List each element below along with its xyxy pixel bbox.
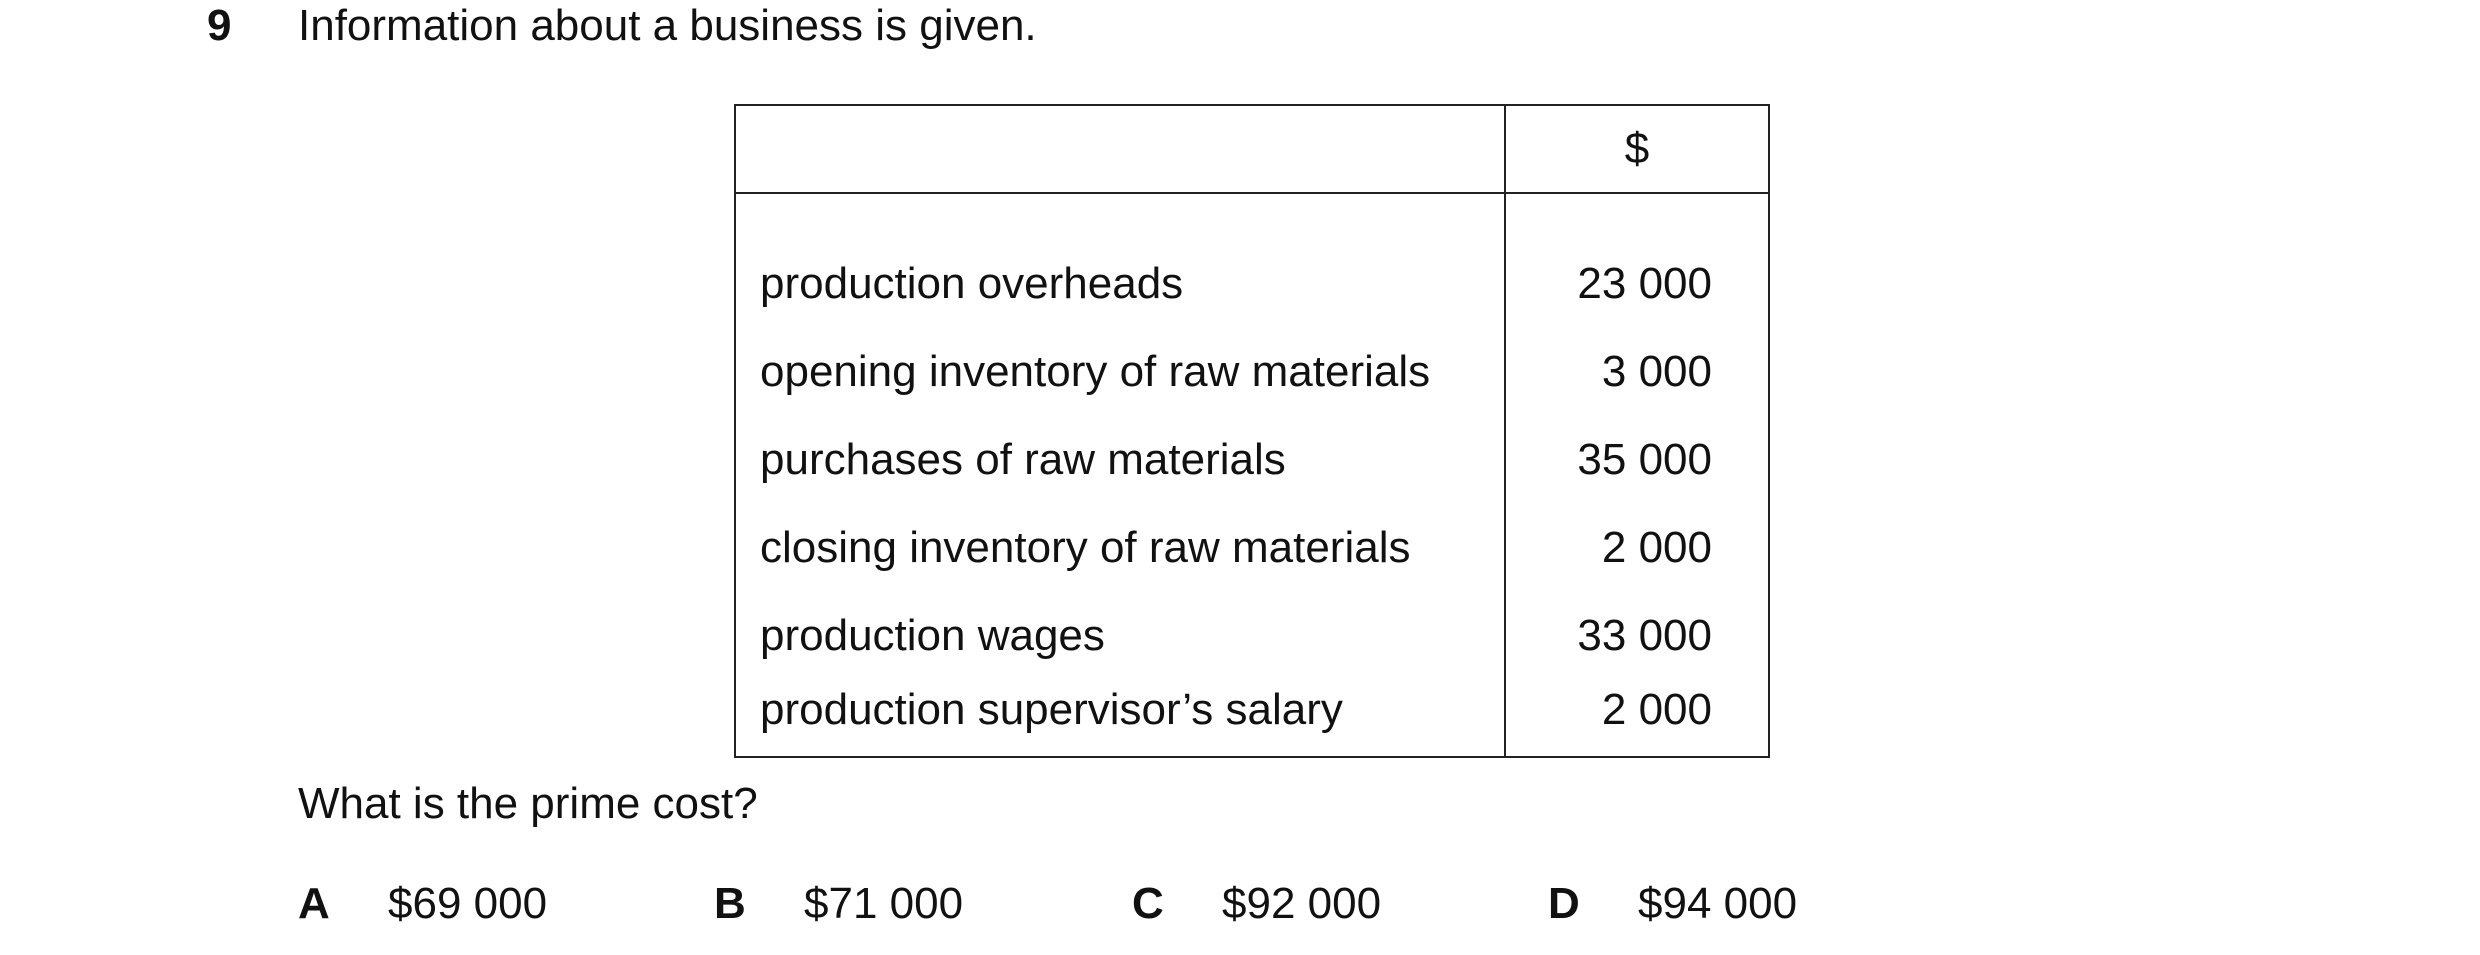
row-label: production wages [735, 592, 1505, 680]
question-number: 9 [207, 1, 232, 50]
table-row [735, 504, 1769, 592]
option-letter: B [714, 879, 746, 928]
row-amount: 3 000 [1505, 328, 1769, 416]
option-value: $92 000 [1222, 879, 1382, 928]
question-stem: Information about a business is given. [298, 1, 1037, 50]
table-row [735, 193, 1769, 328]
row-label: closing inventory of raw materials [735, 504, 1505, 592]
row-amount: 23 000 [1505, 193, 1769, 328]
option-value: $69 000 [388, 879, 548, 928]
question-prompt: What is the prime cost? [298, 779, 758, 828]
row-label: production supervisor’s salary [735, 680, 1505, 757]
table-row [735, 592, 1769, 680]
table-row [735, 328, 1769, 416]
table-row [735, 680, 1769, 757]
header-label-cell [735, 105, 1505, 193]
currency-header: $ [1505, 105, 1769, 193]
row-amount: 2 000 [1505, 680, 1769, 757]
option-value: $94 000 [1638, 879, 1798, 928]
table-row [735, 416, 1769, 504]
option-b[interactable] [714, 878, 964, 930]
row-label: purchases of raw materials [735, 416, 1505, 504]
row-amount: 2 000 [1505, 504, 1769, 592]
option-c[interactable] [1132, 878, 1382, 930]
option-letter: D [1548, 879, 1580, 928]
option-d[interactable] [1548, 878, 1798, 930]
row-label: production overheads [735, 193, 1505, 328]
option-letter: A [298, 879, 330, 928]
business-data-table [734, 104, 1770, 758]
option-letter: C [1132, 879, 1164, 928]
row-label: opening inventory of raw materials [735, 328, 1505, 416]
option-a[interactable] [298, 878, 548, 930]
row-amount: 33 000 [1505, 592, 1769, 680]
row-amount: 35 000 [1505, 416, 1769, 504]
option-value: $71 000 [804, 879, 964, 928]
table-header-row [735, 105, 1769, 193]
